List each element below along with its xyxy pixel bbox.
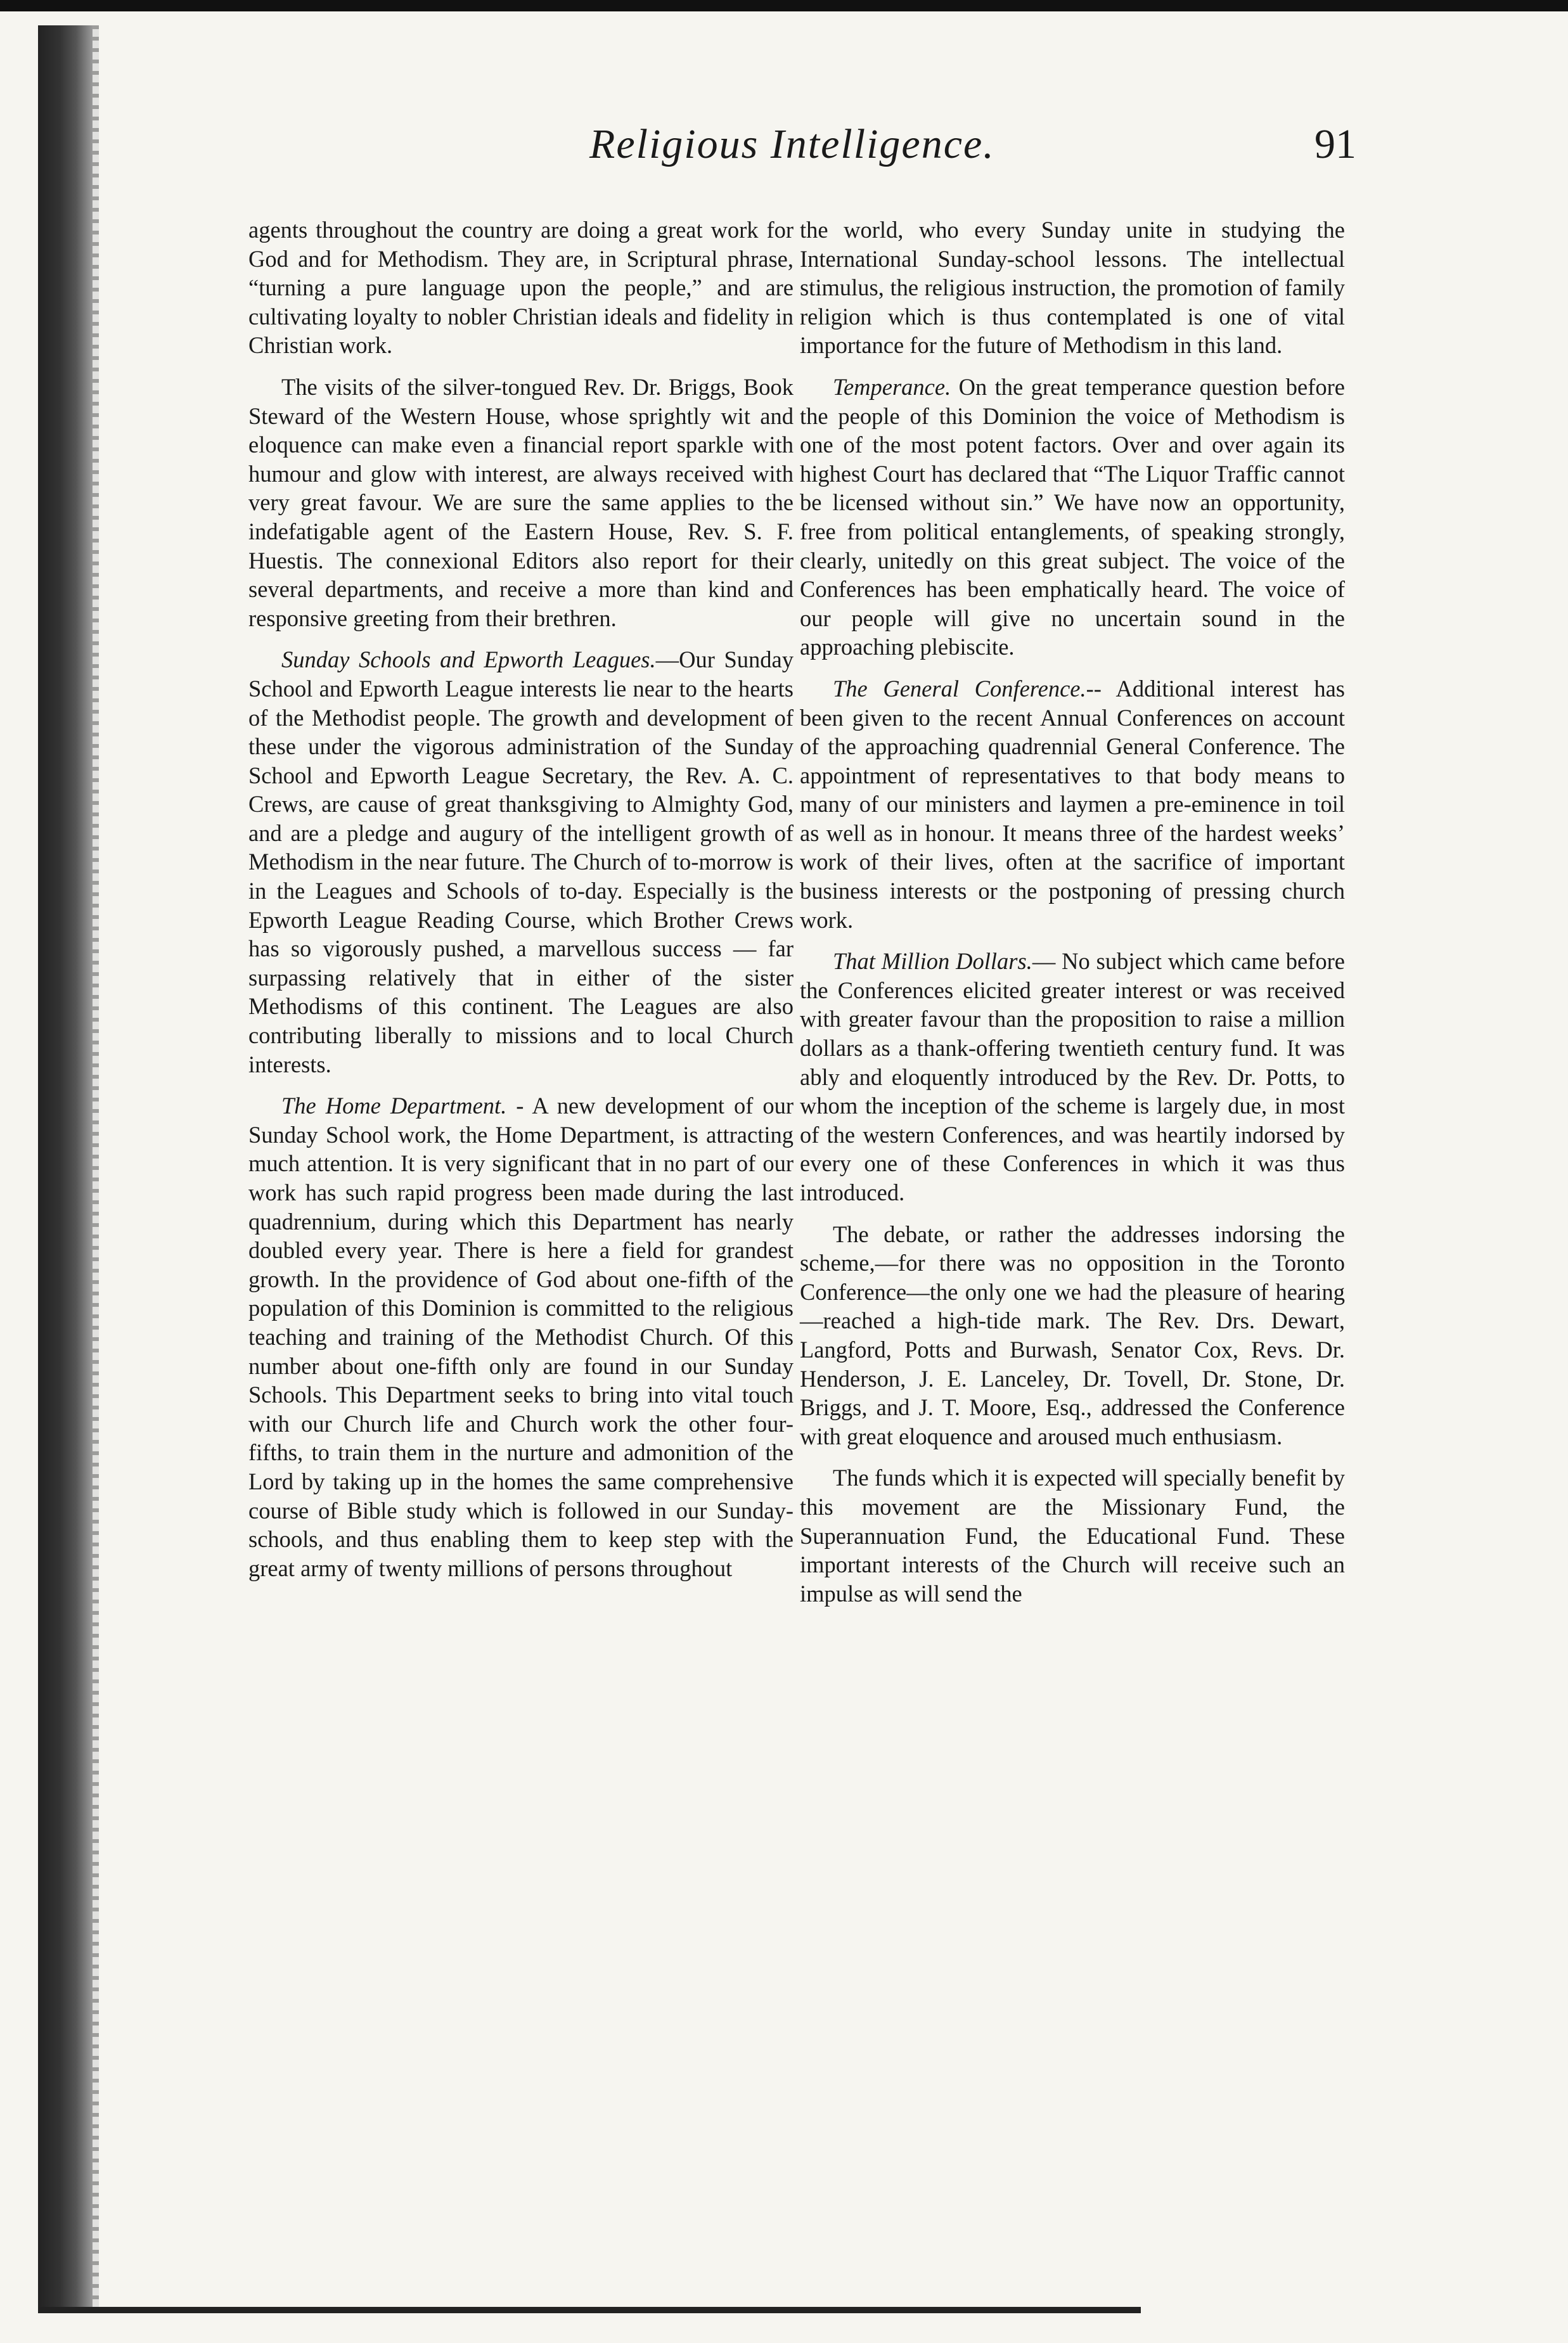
paragraph-text: — No subject which came before the Conferences elicited greater interest or was received with greater favour than the proposition to raise a million dollars as a thank-offering twentieth century fund. It was ably and eloquently introduced by the Rev. Dr. Potts, to whom the inception of the scheme is largely due, in most of the western Conferences, and was heartily indorsed by every one of these Conferences in which it was thus introduced.: [800, 948, 1345, 1205]
paragraph: [248, 645, 794, 1079]
paragraph: [800, 373, 1345, 662]
paragraph-heading: Sunday Schools and Epworth Leagues.: [281, 646, 656, 673]
paragraph: [800, 1463, 1345, 1608]
paragraph-text: agents throughout the country are doing a great work for God and for Methodism. They are, in Scriptural phrase, “turning a pure language upon the people,” and are cultivating loyalty to nobler Christian ideals and fidelity in Christian work.: [248, 217, 794, 359]
paragraph-text: —Our Sunday School and Epworth League interests lie near to the hearts of the Methodist people. The growth and development of these under the vigorous administration of the Sunday School and Epworth League Secretary, the Rev. A. C. Crews, are cause of great thanksgiving to Almighty God, and are a pledge and augury of the intelligent growth of Methodism in the near future. The Church of to-morrow is in the Leagues and Schools of to-day. Especially is the Epworth League Reading Course, which Brother Crews has so vigorously pushed, a marvellous success — far surpassing relatively that in either of the sister Methodisms of this continent. The Leagues are also contributing liberally to missions and to local Church interests.: [248, 646, 794, 1077]
paragraph-text: -- Additional interest has been given to the recent Annual Conferences on account of the approaching quadrennial General Conference. The appointment of representatives to that body means to many of our ministers and laymen a pre-eminence in toil as well as in honour. It means three of the hardest weeks’ work of their lives, often at the sacrifice of important business interests or the postponing of pressing church work.: [800, 675, 1345, 933]
right-column: [800, 215, 1345, 1621]
paragraph-heading: The Home Department.: [281, 1093, 507, 1119]
paragraph: [800, 1220, 1345, 1451]
book-spine-shadow: [38, 25, 93, 2307]
binding-stitch-marks: [93, 25, 99, 2307]
paragraph-text: The funds which it is expected will specially benefit by this movement are the Missionary Fund, the Superannuation Fund, the Educational Fund. These important interests of the Church will receive such an impulse as will send the: [800, 1465, 1345, 1607]
left-column: [248, 215, 794, 1595]
scan-edge-top: [0, 0, 1568, 11]
paragraph-text: The visits of the silver-tongued Rev. Dr. Briggs, Book Steward of the Western House, whose sprightly wit and eloquence can make even a financial report sparkle with humour and glow with interest, are always received with very great favour. We are sure the same applies to the indefatigable agent of the Eastern House, Rev. S. F. Huestis. The connexional Editors also report for their several departments, and receive a more than kind and responsive greeting from their brethren.: [248, 373, 794, 631]
paragraph: [248, 215, 794, 360]
paragraph: [800, 215, 1345, 360]
paragraph: [800, 947, 1345, 1207]
running-title: Religious Intelligence.: [589, 121, 995, 167]
paragraph-heading: Temperance.: [833, 373, 951, 400]
page-number: 91: [1314, 121, 1356, 167]
paragraph-heading: The General Conference.: [833, 675, 1086, 702]
running-header: [215, 114, 1382, 177]
paragraph: [248, 1091, 794, 1582]
paragraph-heading: That Million Dollars.: [833, 948, 1032, 975]
paragraph-text: On the great temperance question before the people of this Dominion the voice of Methodism is one of the most potent factors. Over and over again its highest Court has declared that “The Liquor Traffic cannot be licensed without sin.” We have now an opportunity, free from political entanglements, of speaking strongly, clearly, unitedly on this great subject. The voice of the Conferences has been emphatically heard. The voice of our people will give no uncertain sound in the approaching plebiscite.: [800, 373, 1345, 660]
scan-edge-bottom: [38, 2307, 1141, 2313]
paragraph-text: The debate, or rather the addresses indorsing the scheme,—for there was no opposition in the Toronto Conference—the only one we had the pleasure of hearing—reached a high-tide mark. The Rev. Drs. Dewart, Langford, Potts and Burwash, Senator Cox, Revs. Dr. Henderson, J. E. Lanceley, Dr. Tovell, Dr. Stone, Dr. Briggs, and J. T. Moore, Esq., addressed the Conference with great eloquence and aroused much enthusiasm.: [800, 1221, 1345, 1449]
paragraph: [248, 373, 794, 632]
paragraph-text: the world, who every Sunday unite in studying the International Sunday-school lessons. The intellectual stimulus, the religious instruction, the promotion of family religion which is thus contemplated is one of vital importance for the future of Methodism in this land.: [800, 217, 1345, 359]
paragraph: [800, 674, 1345, 934]
paragraph-text: - A new development of our Sunday School work, the Home Department, is attracting much attention. It is very significant that in no part of our work has such rapid progress been made during the last quadrennium, during which this Department has nearly doubled every year. There is here a field for grandest growth. In the providence of God about one-fifth of the population of this Dominion is committed to the religious teaching and training of the Methodist Church. Of this number about one-fifth only are found in our Sunday Schools. This Department seeks to bring into vital touch with our Church life and Church work the other four-fifths, to train them in the nurture and admonition of the Lord by taking up in the homes the same comprehensive course of Bible study which is followed in our Sunday-schools, and thus enabling them to keep step with the great army of twenty millions of persons throughout: [248, 1093, 794, 1581]
